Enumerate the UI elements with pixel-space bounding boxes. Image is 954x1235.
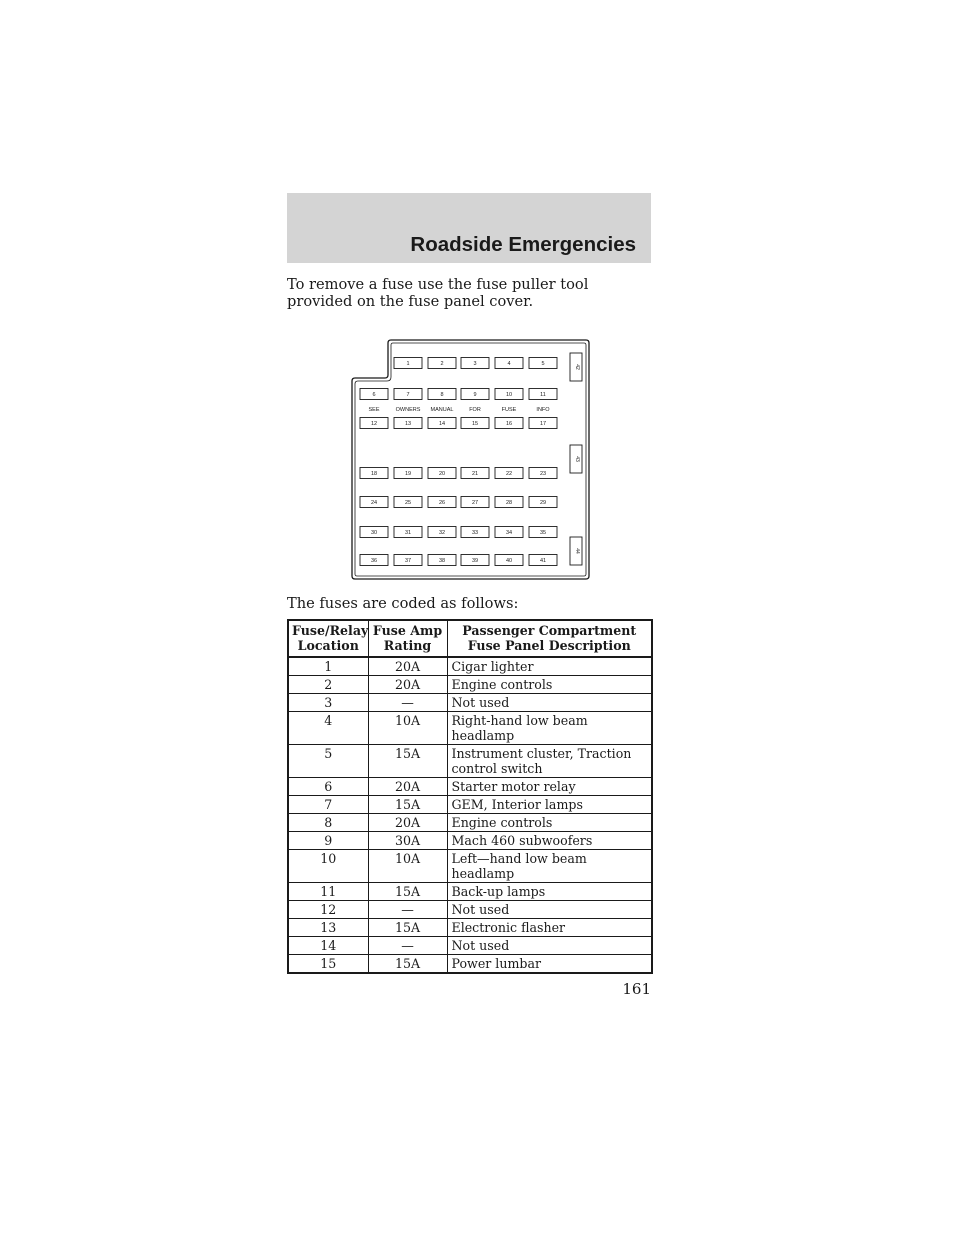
fuse-label: 16 (505, 421, 513, 427)
table-row (288, 955, 652, 974)
table-row (288, 832, 652, 850)
cell-description: Instrument cluster, Traction control switch (447, 745, 652, 778)
table-row (288, 778, 652, 796)
cell-location: 2 (288, 676, 368, 694)
cell-description: Not used (447, 694, 652, 712)
cell-location: 6 (288, 778, 368, 796)
table-row (288, 796, 652, 814)
cell-description: Not used (447, 937, 652, 955)
fuse-label: 8 (440, 392, 444, 398)
cell-location: 15 (288, 955, 368, 974)
fuse-label: 38 (438, 558, 446, 564)
fuse-label: 13 (404, 421, 412, 427)
fuse-table (287, 619, 653, 974)
fuse-label: 32 (438, 530, 446, 536)
cell-description: Back-up lamps (447, 883, 652, 901)
table-row (288, 712, 652, 745)
cell-amp: 20A (368, 657, 447, 676)
cell-location: 8 (288, 814, 368, 832)
fuse-label: 34 (505, 530, 513, 536)
cell-location: 11 (288, 883, 368, 901)
cell-amp: — (368, 937, 447, 955)
fuse-label: 27 (471, 500, 479, 506)
fuse-panel-svg (351, 339, 591, 581)
table-row (288, 919, 652, 937)
fuse-label: 29 (539, 500, 547, 506)
cell-location: 14 (288, 937, 368, 955)
cell-location: 4 (288, 712, 368, 745)
fuse-info-word: INFO (536, 407, 550, 413)
cell-amp: 30A (368, 832, 447, 850)
section-title: Roadside Emergencies (410, 233, 636, 256)
fuse-label: 23 (539, 471, 547, 477)
fuse-label: 20 (438, 471, 446, 477)
fuse-panel-diagram (351, 339, 591, 581)
cell-description: Engine controls (447, 814, 652, 832)
cell-amp: 15A (368, 955, 447, 974)
fuse-label: 19 (404, 471, 412, 477)
fuse-table-header-row (288, 620, 652, 657)
fuse-label: 31 (404, 530, 412, 536)
cell-amp: 15A (368, 919, 447, 937)
cell-description: Cigar lighter (447, 657, 652, 676)
cell-location: 12 (288, 901, 368, 919)
cell-description: Not used (447, 901, 652, 919)
fuse-label: 15 (471, 421, 479, 427)
header-description: Passenger Compartment Fuse Panel Description (447, 620, 652, 657)
cell-amp: 10A (368, 850, 447, 883)
cell-amp: 15A (368, 796, 447, 814)
cell-amp: 15A (368, 883, 447, 901)
fuse-label: 5 (541, 361, 545, 367)
fuse-label: 10 (505, 392, 513, 398)
fuse-info-word: OWNERS (395, 407, 421, 413)
cell-description: Starter motor relay (447, 778, 652, 796)
fuse-label: 1 (406, 361, 410, 367)
fuse-label: 39 (471, 558, 479, 564)
cell-amp: 20A (368, 778, 447, 796)
fuse-label: 11 (540, 392, 546, 398)
intro-paragraph: To remove a fuse use the fuse puller tool provided on the fuse panel cover. (287, 276, 589, 310)
cell-amp: 10A (368, 712, 447, 745)
section-header (287, 193, 651, 263)
fuse-label: 21 (471, 471, 479, 477)
cell-location: 7 (288, 796, 368, 814)
cell-amp: 20A (368, 676, 447, 694)
fuse-label: 12 (370, 421, 378, 427)
table-row (288, 676, 652, 694)
fuse-label: 2 (440, 361, 444, 367)
fuse-panel-outline (352, 340, 589, 579)
fuse-label: 14 (438, 421, 446, 427)
fuse-label: 30 (370, 530, 378, 536)
fuse-label: 40 (505, 558, 513, 564)
table-row (288, 657, 652, 676)
fuse-label: 7 (406, 392, 410, 398)
cell-location: 10 (288, 850, 368, 883)
side-fuse-label: 44 (574, 548, 580, 554)
cell-amp: — (368, 901, 447, 919)
fuse-label: 28 (505, 500, 513, 506)
cell-description: Electronic flasher (447, 919, 652, 937)
fuse-info-word: FUSE (501, 407, 517, 413)
fuse-label: 17 (539, 421, 547, 427)
fuse-info-word: FOR (469, 407, 481, 413)
fuse-label: 3 (473, 361, 477, 367)
cell-description: Left—hand low beam headlamp (447, 850, 652, 883)
fuse-label: 41 (539, 558, 547, 564)
table-row (288, 694, 652, 712)
header-amp-rating: Fuse Amp Rating (368, 620, 447, 657)
fuse-label: 36 (370, 558, 378, 564)
cell-description: Right-hand low beam headlamp (447, 712, 652, 745)
cell-description: Engine controls (447, 676, 652, 694)
fuse-label: 18 (370, 471, 378, 477)
fuse-label: 24 (370, 500, 378, 506)
fuse-label: 35 (539, 530, 547, 536)
cell-description: GEM, Interior lamps (447, 796, 652, 814)
fuse-label: 6 (372, 392, 376, 398)
fuse-label: 33 (471, 530, 479, 536)
fuse-label: 22 (505, 471, 513, 477)
cell-location: 5 (288, 745, 368, 778)
cell-location: 9 (288, 832, 368, 850)
cell-location: 13 (288, 919, 368, 937)
page-number: 161 (622, 980, 651, 998)
fuse-label: 25 (404, 500, 412, 506)
header-location: Fuse/Relay Location (288, 620, 368, 657)
table-row (288, 883, 652, 901)
cell-description: Power lumbar (447, 955, 652, 974)
fuse-label: 37 (404, 558, 412, 564)
side-fuse-label: 43 (574, 456, 580, 462)
table-row (288, 937, 652, 955)
fuse-label: 26 (438, 500, 446, 506)
fuse-label: 9 (473, 392, 477, 398)
table-row (288, 814, 652, 832)
table-row (288, 745, 652, 778)
cell-amp: 20A (368, 814, 447, 832)
cell-location: 1 (288, 657, 368, 676)
fuse-info-word: MANUAL (430, 407, 454, 413)
cell-amp: 15A (368, 745, 447, 778)
fuse-label: 4 (507, 361, 511, 367)
fuse-panel-inner-outline (355, 343, 586, 576)
coded-paragraph: The fuses are coded as follows: (287, 595, 519, 612)
table-row (288, 901, 652, 919)
cell-location: 3 (288, 694, 368, 712)
fuse-info-word: SEE (368, 407, 380, 413)
cell-description: Mach 460 subwoofers (447, 832, 652, 850)
side-fuse-label: 42 (574, 364, 580, 370)
cell-amp: — (368, 694, 447, 712)
table-row (288, 850, 652, 883)
